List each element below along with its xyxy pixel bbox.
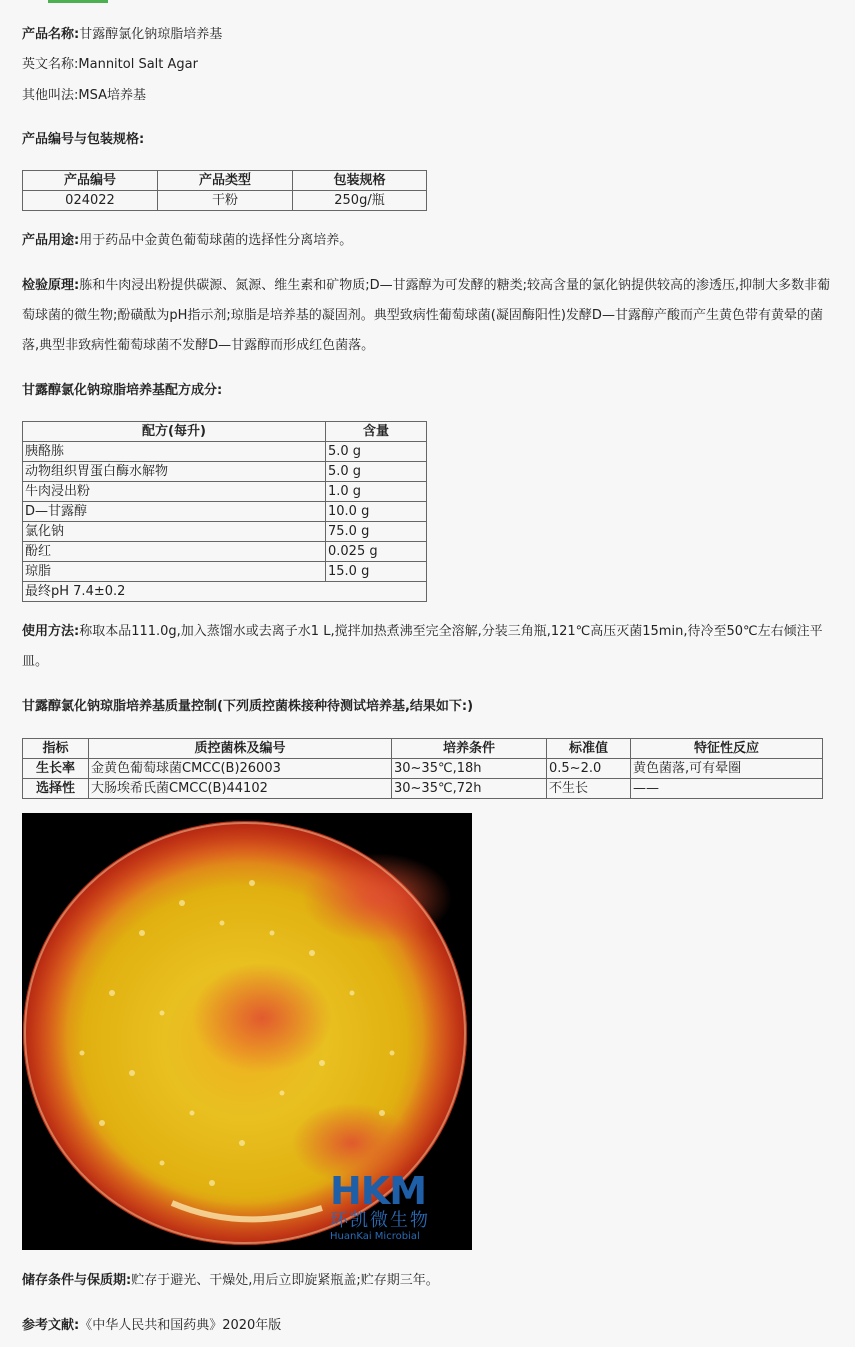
alias-value: MSA培养基 (78, 88, 146, 103)
product-name-value: 甘露醇氯化钠琼脂培养基 (79, 27, 223, 42)
usage-label: 产品用途: (22, 233, 80, 248)
table-header-cell: 质控菌株及编号 (89, 739, 392, 759)
table-header-cell: 培养条件 (392, 739, 547, 759)
table-row (23, 562, 427, 582)
table-cell: 75.0 g (326, 522, 427, 542)
table-row (23, 462, 427, 482)
method-paragraph (22, 617, 834, 677)
usage-line (22, 232, 352, 250)
table-cell: 250g/瓶 (293, 191, 427, 211)
reference-value: 《中华人民共和国药典》2020年版 (79, 1318, 282, 1333)
table-cell: —— (631, 779, 823, 799)
petri-dish-photo (22, 813, 472, 1250)
table-cell: 氯化钠 (23, 522, 326, 542)
formula-table (22, 421, 427, 602)
reference-line (22, 1317, 281, 1335)
table-cell: 选择性 (23, 779, 89, 799)
product-name-line (22, 26, 222, 44)
alias-line (22, 87, 146, 105)
top-bar (0, 0, 855, 6)
storage-label: 储存条件与保质期: (22, 1273, 132, 1288)
spec-table (22, 170, 427, 211)
table-row (23, 442, 427, 462)
storage-line (22, 1272, 439, 1290)
table-cell: D—甘露醇 (23, 502, 326, 522)
formula-heading: 甘露醇氯化钠琼脂培养基配方成分: (22, 383, 223, 398)
table-header-cell: 配方(每升) (23, 422, 326, 442)
table-header-cell: 标准值 (547, 739, 631, 759)
principle-label: 检验原理: (22, 278, 80, 293)
table-header-cell: 含量 (326, 422, 427, 442)
english-name-label: 英文名称: (22, 57, 79, 72)
english-name-line (22, 56, 198, 74)
table-cell: 0.025 g (326, 542, 427, 562)
table-header-cell: 产品编号 (23, 171, 158, 191)
table-cell: 动物组织胃蛋白酶水解物 (23, 462, 326, 482)
tab-accent (48, 0, 108, 3)
qc-heading: 甘露醇氯化钠琼脂培养基质量控制(下列质控菌株接种待测试培养基,结果如下:) (22, 699, 474, 714)
english-name-value: Mannitol Salt Agar (78, 57, 198, 72)
alias-label: 其他叫法: (22, 88, 79, 103)
principle-value: 胨和牛肉浸出粉提供碳源、氮源、维生素和矿物质;D—甘露醇为可发酵的糖类;较高含量的氯化钠提供较高的渗透压,抑制大多数非葡萄球菌的微生物;酚磺酞为pH指示剂;琼脂是培养基的凝固剂。典型致病性葡萄球菌(凝固酶阳性)发酵D—甘露醇产酸而产生黄色带有黄晕的菌落,典型非致病性葡萄球菌不发酵D—甘露醇而形成红色菌落。 (22, 278, 831, 353)
table-cell: 不生长 (547, 779, 631, 799)
method-value: 称取本品111.0g,加入蒸馏水或去离子水1 L,搅拌加热煮沸至完全溶解,分装三角瓶,121℃高压灭菌15min,待冷至50℃左右倾注平皿。 (22, 624, 823, 669)
table-cell: 024022 (23, 191, 158, 211)
table-row (23, 542, 427, 562)
table-cell: 胰酪胨 (23, 442, 326, 462)
red-zone-top-right (302, 853, 452, 943)
table-row (23, 582, 427, 602)
qc-table (22, 738, 823, 799)
table-header-cell: 包装规格 (293, 171, 427, 191)
table-header-row (23, 422, 427, 442)
hkm-logo (330, 1171, 460, 1243)
table-cell: 酚红 (23, 542, 326, 562)
table-cell: 干粉 (158, 191, 293, 211)
table-cell: 黄色菌落,可有晕圈 (631, 759, 823, 779)
table-row (23, 502, 427, 522)
table-cell: 30~35℃,18h (392, 759, 547, 779)
table-row (23, 759, 823, 779)
usage-value: 用于药品中金黄色葡萄球菌的选择性分离培养。 (79, 233, 353, 248)
logo-mark: HKM (330, 1169, 427, 1213)
table-cell: 15.0 g (326, 562, 427, 582)
table-cell: 金黄色葡萄球菌CMCC(B)26003 (89, 759, 392, 779)
table-row (23, 482, 427, 502)
table-row (23, 779, 823, 799)
table-cell: 琼脂 (23, 562, 326, 582)
principle-paragraph (22, 271, 834, 361)
table-cell: 生长率 (23, 759, 89, 779)
table-cell: 大肠埃希氏菌CMCC(B)44102 (89, 779, 392, 799)
table-header-cell: 产品类型 (158, 171, 293, 191)
table-cell: 10.0 g (326, 502, 427, 522)
final-ph-cell: 最终pH 7.4±0.2 (23, 582, 427, 602)
reference-label: 参考文献: (22, 1318, 80, 1333)
spec-heading: 产品编号与包装规格: (22, 132, 145, 147)
method-label: 使用方法: (22, 624, 80, 639)
table-header-cell: 特征性反应 (631, 739, 823, 759)
table-cell: 5.0 g (326, 462, 427, 482)
table-cell: 5.0 g (326, 442, 427, 462)
table-cell: 牛肉浸出粉 (23, 482, 326, 502)
table-cell: 0.5~2.0 (547, 759, 631, 779)
table-cell: 30~35℃,72h (392, 779, 547, 799)
table-header-row (23, 739, 823, 759)
logo-chinese-name: 环凯微生物 (330, 1210, 430, 1231)
table-cell: 1.0 g (326, 482, 427, 502)
red-zone-center (192, 963, 332, 1073)
table-header-row (23, 171, 427, 191)
logo-english-name: HuanKai Microbial (330, 1231, 420, 1242)
storage-value: 贮存于避光、干燥处,用后立即旋紧瓶盖;贮存期三年。 (131, 1273, 439, 1288)
table-row (23, 191, 427, 211)
table-row (23, 522, 427, 542)
table-header-cell: 指标 (23, 739, 89, 759)
product-name-label: 产品名称: (22, 27, 80, 42)
